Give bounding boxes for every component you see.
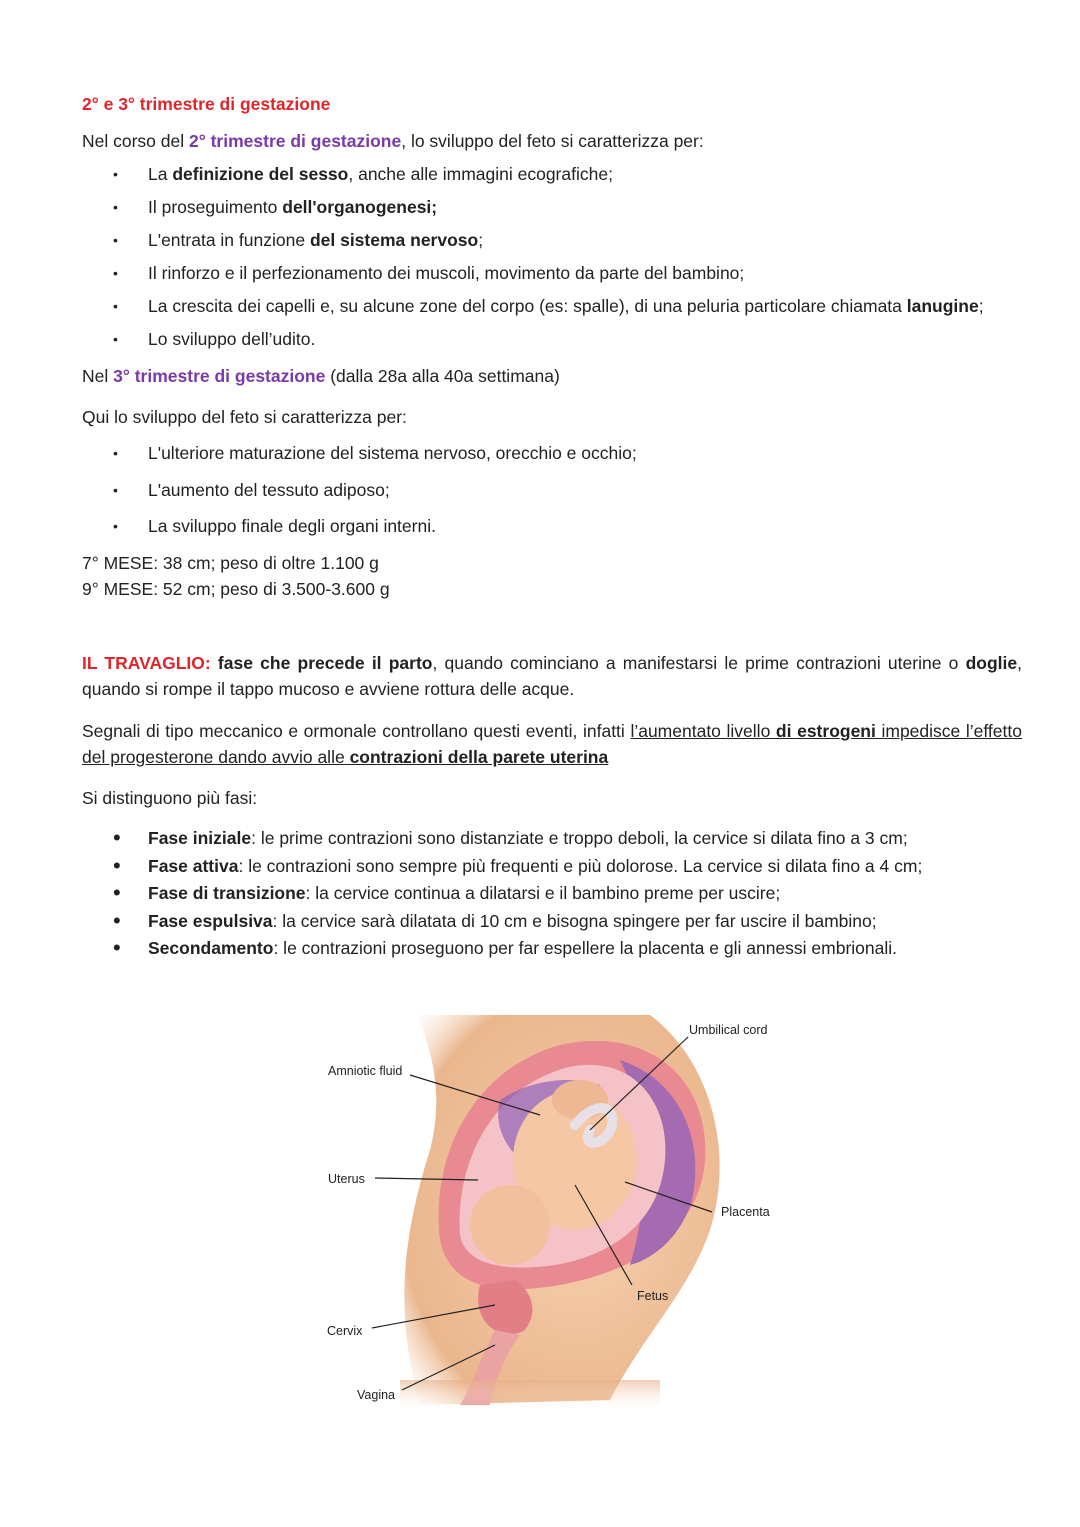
bullet-icon: • [113, 265, 118, 281]
list-item [148, 195, 437, 219]
label-placenta: Placenta [721, 1205, 770, 1219]
intro-highlight: 2° trimestre di gestazione [189, 131, 402, 151]
bullet-icon: • [113, 199, 118, 215]
travaglio-paragraph [82, 650, 1022, 702]
bullet-icon: • [113, 445, 118, 461]
segnali-paragraph [82, 718, 1022, 770]
bullet-icon: • [113, 298, 118, 314]
intro-3-trimestre [82, 364, 560, 388]
bullet-icon: • [113, 518, 118, 534]
phase-name: Secondamento [148, 938, 274, 958]
list-item [148, 162, 613, 186]
third-text-pre: Nel [82, 366, 114, 386]
bullet-icon: • [113, 825, 121, 850]
bullet-icon: • [113, 232, 118, 248]
list-item [148, 228, 483, 252]
third-text-post: (dalla 28a alla 40a settimana) [325, 366, 560, 386]
phase-item [148, 854, 922, 878]
phase-name: Fase attiva [148, 856, 239, 876]
phase-text: : la cervice sarà dilatata di 10 cm e bisogna spingere per far uscire il bambino; [272, 911, 877, 931]
figure-fade [400, 1380, 660, 1410]
segnali-underlined: l’aumentato livello [630, 721, 776, 741]
intro-2-trimestre [82, 129, 704, 153]
month-9-info: 9° MESE: 52 cm; peso di 3.500-3.600 g [82, 579, 390, 599]
item-text: L'entrata in funzione [148, 230, 310, 250]
month-7-info: 7° MESE: 38 cm; peso di oltre 1.100 g [82, 553, 379, 573]
item-bold: del sistema nervoso [309, 230, 479, 250]
bullet-icon: • [113, 880, 121, 905]
travaglio-text: , quando cominciano a manifestarsi le prime contrazioni uterine o [432, 653, 966, 673]
bullet-icon: • [113, 482, 118, 498]
item-text: Lo sviluppo dell’udito. [148, 329, 316, 349]
phase-text: : le contrazioni proseguono per far espellere la placenta e gli annessi embrionali. [273, 938, 898, 958]
pregnancy-anatomy-figure [300, 1005, 800, 1415]
third-highlight: 3° trimestre di gestazione [113, 366, 326, 386]
item-text: ; [978, 296, 984, 316]
bullet-icon: • [113, 166, 118, 182]
label-fetus: Fetus [637, 1289, 669, 1303]
bullet-icon: • [113, 908, 121, 933]
list-item [148, 294, 984, 318]
phase-item [148, 881, 780, 905]
travaglio-bold-doglie: doglie [965, 653, 1018, 673]
item-text: La crescita dei capelli e, su alcune zone del corpo (es: spalle), di una peluria particolare chiamata [148, 296, 907, 316]
phase-item [148, 936, 897, 960]
list-item: L'aumento del tessuto adiposo; [148, 480, 390, 500]
phases-intro: Si distinguono più fasi: [82, 788, 258, 808]
segnali-underlined-bold: di estrogeni [775, 721, 876, 741]
label-amniotic-fluid: Amniotic fluid [328, 1064, 403, 1078]
label-cervix: Cervix [327, 1324, 363, 1338]
bullet-icon: • [113, 853, 121, 878]
fetus-head [470, 1185, 550, 1265]
phase-text: : la cervice continua a dilatarsi e il bambino preme per uscire; [305, 883, 781, 903]
intro-text-pre: Nel corso del [82, 131, 189, 151]
phase-item [148, 826, 908, 850]
item-text: Il proseguimento [148, 197, 283, 217]
section-title-trimestri: 2° e 3° trimestre di gestazione [82, 94, 331, 114]
list-item [148, 327, 315, 351]
item-text: , anche alle immagini ecografiche; [348, 164, 613, 184]
bullet-icon: • [113, 331, 118, 347]
phase-name: Fase di transizione [148, 883, 306, 903]
travaglio-text-end: , quando si rompe il tappo mucoso e avviene rottura delle acque. [82, 653, 1022, 699]
phase-name: Fase espulsiva [148, 911, 273, 931]
intro-text-post: , lo sviluppo del feto si caratterizza per: [401, 131, 704, 151]
section-title-travaglio: IL TRAVAGLIO: [82, 653, 211, 673]
label-umbilical-cord: Umbilical cord [689, 1023, 768, 1037]
item-text: Il rinforzo e il perfezionamento dei muscoli, movimento da parte del bambino; [148, 263, 745, 283]
segnali-underlined: impedisce l’effetto del progesterone dando avvio alle [82, 721, 1022, 767]
segnali-text: Segnali di tipo meccanico e ormonale controllano questi eventi, infatti [82, 721, 631, 741]
phase-name: Fase iniziale [148, 828, 252, 848]
bullet-icon: • [113, 935, 121, 960]
list-item [148, 261, 744, 285]
phase-item [148, 909, 877, 933]
label-vagina: Vagina [357, 1388, 395, 1402]
label-uterus: Uterus [328, 1172, 365, 1186]
item-text: La [148, 164, 173, 184]
list-item: L'ulteriore maturazione del sistema nervoso, orecchio e occhio; [148, 443, 637, 463]
item-bold: lanugine [906, 296, 979, 316]
item-text: ; [478, 230, 484, 250]
travaglio-bold: fase che precede il parto [217, 653, 433, 673]
list-item: La sviluppo finale degli organi interni. [148, 516, 436, 536]
segnali-underlined-bold: contrazioni della parete uterina [349, 747, 609, 767]
item-bold: definizione del sesso [172, 164, 349, 184]
phase-text: : le contrazioni sono sempre più frequenti e più dolorose. La cervice si dilata fino a 4 cm; [238, 856, 923, 876]
item-bold: dell'organogenesi; [282, 197, 438, 217]
third-intro: Qui lo sviluppo del feto si caratterizza per: [82, 407, 407, 427]
phase-text: : le prime contrazioni sono distanziate e troppo deboli, la cervice si dilata fino a 3 cm; [251, 828, 908, 848]
